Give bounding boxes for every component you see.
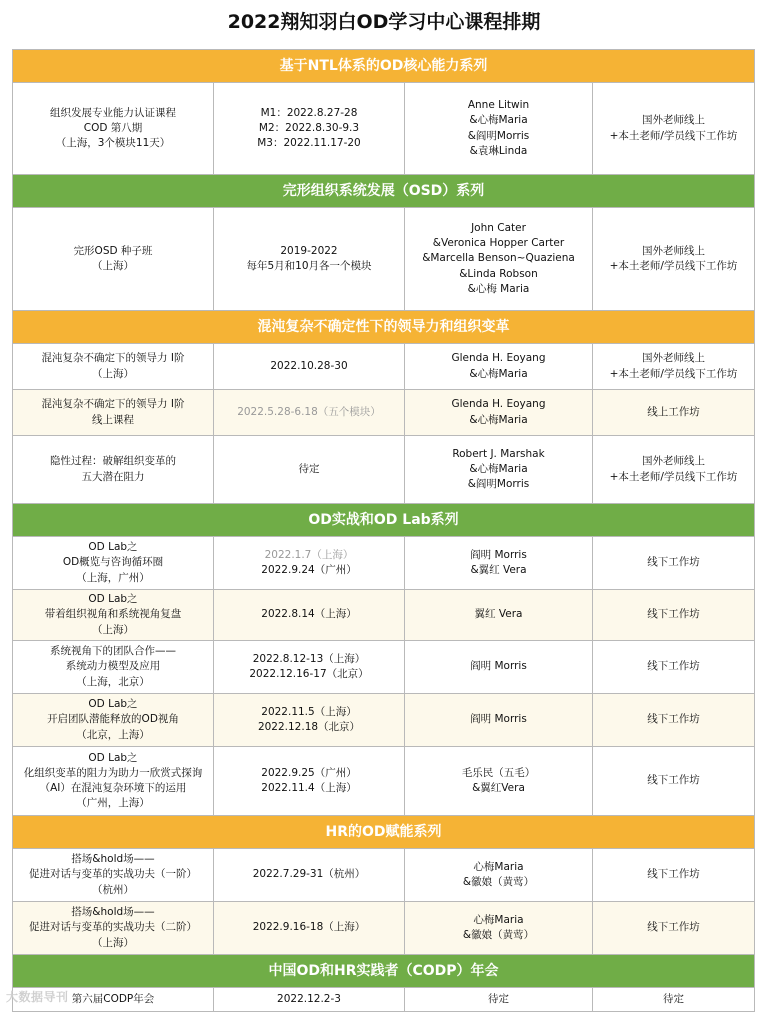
teacher-line: &徽娘（黄莺） bbox=[462, 929, 535, 941]
course-name-line: （上海，广州） bbox=[76, 571, 150, 584]
teacher-line: 翼红 Vera bbox=[474, 608, 523, 621]
page-title: 2022翔知羽白OD学习中心课程排期 bbox=[227, 11, 541, 33]
course-row bbox=[13, 902, 755, 955]
date-line: 2019-2022 bbox=[280, 244, 338, 257]
format-cell bbox=[593, 849, 755, 902]
format-line: +本土老师/学员线下工作坊 bbox=[609, 260, 738, 272]
date-line: 2022.9.24（广州） bbox=[261, 564, 357, 576]
format-cell bbox=[593, 390, 755, 436]
dates-cell bbox=[214, 390, 405, 436]
section-header-row bbox=[13, 175, 755, 208]
teacher-line: 心梅Maria bbox=[473, 860, 524, 873]
format-line: 线下工作坊 bbox=[647, 608, 700, 621]
course-name-line: （上海） bbox=[92, 623, 134, 636]
course-schedule-table bbox=[12, 49, 755, 1012]
teacher-cell bbox=[405, 537, 593, 590]
course-name-line: 隐性过程：破解组织变革的 bbox=[50, 455, 176, 468]
format-cell bbox=[593, 902, 755, 955]
watermark: 大数据导刊 bbox=[6, 990, 69, 1004]
course-row bbox=[13, 436, 755, 504]
format-line: 国外老师线上 bbox=[642, 244, 706, 257]
course-row bbox=[13, 849, 755, 902]
teacher-line: &心梅Maria bbox=[469, 413, 528, 426]
date-line: 2022.9.16-18（上海） bbox=[252, 921, 366, 934]
dates-cell bbox=[214, 694, 405, 747]
teacher-line: &心梅Maria bbox=[469, 367, 528, 380]
course-name-line: OD Lab之 bbox=[88, 541, 138, 554]
teacher-line: John Cater bbox=[471, 221, 526, 234]
dates-cell bbox=[214, 83, 405, 175]
teacher-line: 阎明 Morris bbox=[470, 713, 527, 726]
course-name-line: OD Lab之 bbox=[88, 698, 138, 711]
date-line: 2022.11.5（上海） bbox=[261, 705, 357, 718]
teacher-line: &心梅Maria bbox=[469, 114, 528, 127]
section-title: 中国OD和HR实践者（CODP）年会 bbox=[13, 955, 755, 988]
course-name-line: 搭场&hold场—— bbox=[71, 906, 155, 919]
course-name-line: 系统动力模型及应用 bbox=[65, 660, 161, 673]
teacher-line: 毛乐民（五毛） bbox=[461, 766, 536, 779]
teacher-line: 待定 bbox=[488, 992, 509, 1005]
dates-cell bbox=[214, 208, 405, 311]
course-name-cell bbox=[13, 208, 214, 311]
course-name-cell bbox=[13, 344, 214, 390]
section-header-row bbox=[13, 311, 755, 344]
teacher-line: Robert J. Marshak bbox=[452, 447, 545, 460]
format-line: +本土老师/学员线下工作坊 bbox=[609, 129, 738, 142]
dates-cell bbox=[214, 849, 405, 902]
teacher-cell bbox=[405, 590, 593, 641]
dates-cell bbox=[214, 747, 405, 816]
section-header-row bbox=[13, 816, 755, 849]
teacher-line: &阎明Morris bbox=[467, 129, 530, 142]
teacher-line: &翼红Vera bbox=[472, 782, 525, 794]
section-title: 基于NTL体系的OD核心能力系列 bbox=[13, 50, 755, 83]
course-name-cell bbox=[13, 641, 214, 694]
teacher-line: 阎明 Morris bbox=[470, 548, 527, 561]
format-line: 线下工作坊 bbox=[647, 660, 700, 673]
teacher-cell bbox=[405, 390, 593, 436]
date-line: 2022.5.28-6.18（五个模块） bbox=[237, 405, 381, 418]
format-cell bbox=[593, 694, 755, 747]
course-row bbox=[13, 344, 755, 390]
course-name-line: 促进对话与变革的实战功夫（二阶） bbox=[29, 921, 197, 934]
section-header-row bbox=[13, 504, 755, 537]
course-name-line: 开启团队潜能释放的OD视角 bbox=[47, 713, 179, 726]
dates-cell bbox=[214, 902, 405, 955]
format-line: 线下工作坊 bbox=[647, 921, 700, 934]
date-line: 2022.8.12-13（上海） bbox=[252, 652, 366, 665]
course-name-line: 化组织变革的阻力为助力一欣赏式探询 bbox=[23, 766, 203, 779]
teacher-line: Anne Litwin bbox=[467, 99, 530, 112]
format-cell bbox=[593, 988, 755, 1012]
section-title: OD实战和OD Lab系列 bbox=[13, 504, 755, 537]
course-name-line: （AI）在混沌复杂环境下的运用 bbox=[39, 782, 187, 794]
format-cell bbox=[593, 344, 755, 390]
section-title: 混沌复杂不确定性下的领导力和组织变革 bbox=[13, 311, 755, 344]
format-line: 国外老师线上 bbox=[642, 455, 706, 468]
course-row bbox=[13, 208, 755, 311]
teacher-line: &翼红 Vera bbox=[470, 564, 527, 576]
format-cell bbox=[593, 641, 755, 694]
course-row bbox=[13, 988, 755, 1012]
section-header-row bbox=[13, 50, 755, 83]
format-cell bbox=[593, 747, 755, 816]
dates-cell bbox=[214, 590, 405, 641]
format-line: +本土老师/学员线下工作坊 bbox=[609, 470, 738, 483]
course-name-cell bbox=[13, 902, 214, 955]
course-row bbox=[13, 747, 755, 816]
format-line: 国外老师线上 bbox=[642, 352, 706, 365]
course-row bbox=[13, 641, 755, 694]
course-row bbox=[13, 537, 755, 590]
date-line: 2022.9.25（广州） bbox=[261, 766, 357, 779]
teacher-line: &Veronica Hopper Carter bbox=[432, 237, 565, 250]
format-line: 线上工作坊 bbox=[647, 405, 700, 418]
teacher-line: &心梅Maria bbox=[469, 462, 528, 475]
format-line: 线下工作坊 bbox=[647, 713, 700, 726]
date-line: 2022.8.14（上海） bbox=[261, 608, 357, 621]
course-name-cell bbox=[13, 436, 214, 504]
course-name-line: 带着组织视角和系统视角复盘 bbox=[44, 608, 182, 621]
course-name-line: COD 第八期 bbox=[83, 121, 143, 134]
teacher-line: &袁琳Linda bbox=[469, 144, 528, 157]
course-name-line: OD Lab之 bbox=[88, 751, 138, 764]
dates-cell bbox=[214, 537, 405, 590]
course-name-line: （上海，3个模块11天） bbox=[55, 137, 171, 150]
teacher-line: Glenda H. Eoyang bbox=[451, 398, 546, 411]
course-name-line: 系统视角下的团队合作—— bbox=[50, 645, 176, 658]
dates-cell bbox=[214, 344, 405, 390]
course-name-cell bbox=[13, 694, 214, 747]
date-line: 2022.7.29-31（杭州） bbox=[252, 868, 366, 881]
teacher-line: &徽娘（黄莺） bbox=[462, 876, 535, 888]
dates-cell bbox=[214, 641, 405, 694]
course-row bbox=[13, 694, 755, 747]
course-name-cell bbox=[13, 590, 214, 641]
course-name-cell bbox=[13, 537, 214, 590]
format-line: 线下工作坊 bbox=[647, 556, 700, 569]
date-line: 待定 bbox=[298, 462, 320, 475]
course-name-line: （杭州） bbox=[92, 883, 134, 896]
teacher-line: Glenda H. Eoyang bbox=[451, 352, 546, 365]
course-name-cell bbox=[13, 390, 214, 436]
course-row bbox=[13, 390, 755, 436]
date-line: 2022.1.7（上海） bbox=[264, 548, 354, 561]
teacher-cell bbox=[405, 436, 593, 504]
course-name-line: （北京，上海） bbox=[76, 728, 150, 741]
date-line: M1：2022.8.27-28 bbox=[260, 106, 358, 119]
course-name-line: 促进对话与变革的实战功夫（一阶） bbox=[29, 868, 197, 881]
teacher-cell bbox=[405, 641, 593, 694]
teacher-line: &心梅 Maria bbox=[467, 282, 530, 295]
course-name-line: 第六届CODP年会 bbox=[71, 992, 155, 1005]
course-row bbox=[13, 83, 755, 175]
course-name-cell bbox=[13, 83, 214, 175]
teacher-cell bbox=[405, 747, 593, 816]
teacher-line: &Marcella Benson~Quaziena bbox=[422, 252, 575, 265]
date-line: 2022.11.4（上海） bbox=[261, 782, 357, 794]
course-name-line: 混沌复杂不确定下的领导力 I阶 bbox=[41, 352, 185, 365]
format-cell bbox=[593, 83, 755, 175]
course-name-line: （上海） bbox=[92, 367, 134, 380]
section-header-row bbox=[13, 955, 755, 988]
format-cell bbox=[593, 590, 755, 641]
course-name-cell bbox=[13, 849, 214, 902]
format-line: 线下工作坊 bbox=[647, 868, 700, 881]
section-title: HR的OD赋能系列 bbox=[13, 816, 755, 849]
teacher-line: 阎明 Morris bbox=[470, 660, 527, 673]
course-name-line: OD概览与咨询循环圈 bbox=[62, 556, 164, 569]
course-name-line: （上海，北京） bbox=[76, 675, 150, 688]
teacher-cell bbox=[405, 344, 593, 390]
course-name-cell bbox=[13, 747, 214, 816]
date-line: 2022.12.18（北京） bbox=[257, 721, 361, 733]
teacher-cell bbox=[405, 849, 593, 902]
teacher-line: &Linda Robson bbox=[459, 267, 538, 280]
course-name-line: 混沌复杂不确定下的领导力 I阶 bbox=[41, 398, 185, 411]
dates-cell bbox=[214, 436, 405, 504]
date-line: M3：2022.11.17-20 bbox=[257, 137, 361, 150]
course-name-line: 搭场&hold场—— bbox=[71, 853, 155, 866]
teacher-cell bbox=[405, 83, 593, 175]
course-name-line: 五大潜在阻力 bbox=[81, 470, 145, 483]
teacher-cell bbox=[405, 694, 593, 747]
teacher-cell bbox=[405, 902, 593, 955]
course-name-line: （上海） bbox=[92, 260, 134, 272]
format-line: 待定 bbox=[663, 992, 685, 1005]
format-line: +本土老师/学员线下工作坊 bbox=[609, 367, 738, 380]
date-line: 2022.12.16-17（北京） bbox=[249, 668, 369, 680]
section-title: 完形组织系统发展（OSD）系列 bbox=[13, 175, 755, 208]
teacher-cell bbox=[405, 988, 593, 1012]
format-line: 国外老师线上 bbox=[642, 114, 706, 127]
format-cell bbox=[593, 436, 755, 504]
course-name-line: 完形OSD 种子班 bbox=[73, 244, 153, 257]
teacher-line: 心梅Maria bbox=[473, 913, 524, 926]
course-name-line: 组织发展专业能力认证课程 bbox=[50, 106, 176, 119]
format-line: 线下工作坊 bbox=[647, 774, 700, 787]
teacher-cell bbox=[405, 208, 593, 311]
date-line: 2022.10.28-30 bbox=[270, 359, 348, 372]
dates-cell bbox=[214, 988, 405, 1012]
teacher-line: &阎明Morris bbox=[467, 478, 530, 491]
course-name-line: （广州，上海） bbox=[76, 797, 150, 810]
date-line: 2022.12.2-3 bbox=[277, 992, 341, 1005]
date-line: 每年5月和10月各一个模块 bbox=[246, 260, 372, 272]
course-name-line: OD Lab之 bbox=[88, 593, 138, 606]
course-name-line: （上海） bbox=[92, 936, 134, 949]
date-line: M2：2022.8.30-9.3 bbox=[258, 121, 360, 134]
course-row bbox=[13, 590, 755, 641]
course-name-line: 线上课程 bbox=[92, 413, 134, 426]
format-cell bbox=[593, 537, 755, 590]
format-cell bbox=[593, 208, 755, 311]
